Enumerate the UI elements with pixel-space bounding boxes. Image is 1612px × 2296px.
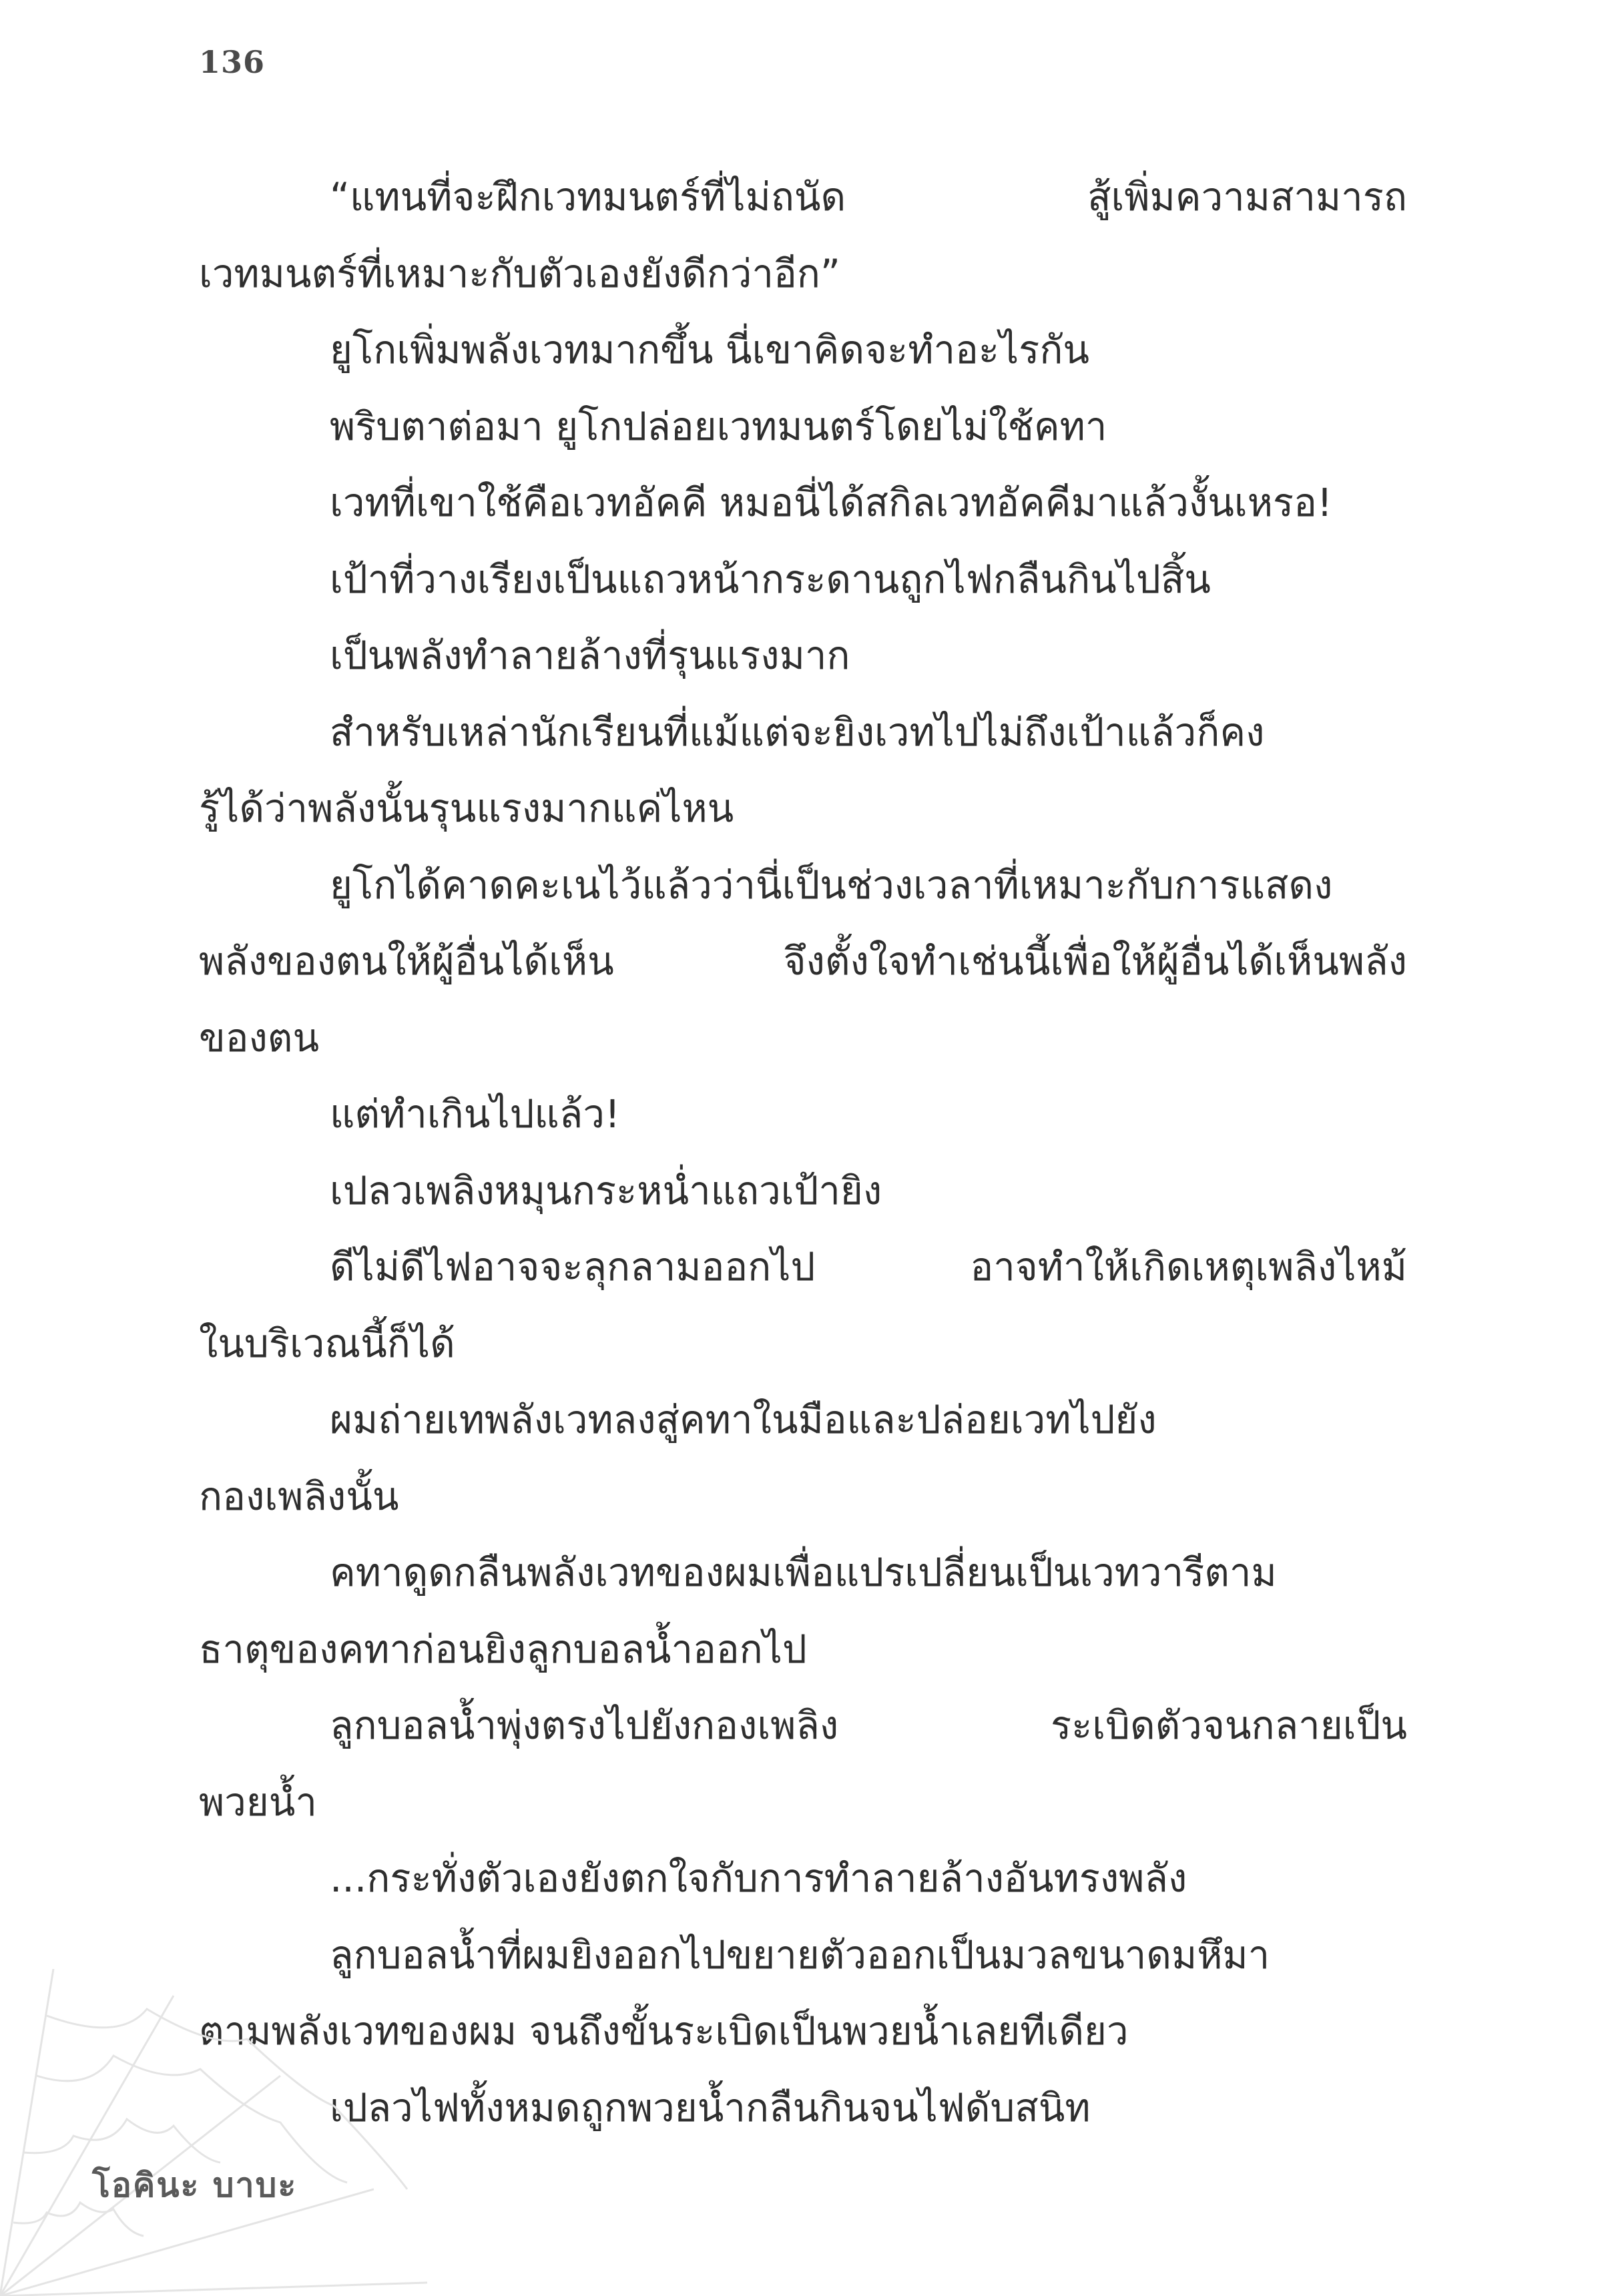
text-line: เปลวไฟทั้งหมดถูกพวยน้ำกลืนกินจนไฟดับสนิท <box>330 2084 1091 2130</box>
text-line: ในบริเวณนี้ก็ได้ <box>199 1320 455 1366</box>
text-line: “แทนที่จะฝึกเวทมนตร์ที่ไม่ถนัด สู้เพิ่มความสามารถ <box>330 174 1407 220</box>
text-line: เป้าที่วางเรียงเป็นแถวหน้ากระดานถูกไฟกลืนกินไปสิ้น <box>330 556 1211 602</box>
text-line: ยูโกได้คาดคะเนไว้แล้วว่านี่เป็นช่วงเวลาที่เหมาะกับการแสดง <box>330 862 1333 908</box>
text-line: ตามพลังเวทของผม จนถึงขั้นระเบิดเป็นพวยน้ำเลยทีเดียว <box>199 2008 1129 2054</box>
body-text <box>199 159 1407 2146</box>
text-line: ผมถ่ายเทพลังเวทลงสู่คทาในมือและปล่อยเวทไปยัง <box>330 1397 1157 1442</box>
text-line: ดีไม่ดีไฟอาจจะลุกลามออกไป อาจทำให้เกิดเหตุเพลิงไหม้ <box>330 1244 1407 1289</box>
page-number: 136 <box>199 44 266 80</box>
text-line: เวทมนตร์ที่เหมาะกับตัวเองยังดีกว่าอีก” <box>199 250 840 296</box>
text-line: ยูโกเพิ่มพลังเวทมากขึ้น นี่เขาคิดจะทำอะไรกัน <box>330 327 1090 372</box>
spiderweb-icon <box>0 1969 427 2296</box>
text-line: สำหรับเหล่านักเรียนที่แม้แต่จะยิงเวทไปไม่ถึงเป้าแล้วก็คง <box>330 709 1265 755</box>
text-line: พลังของตนให้ผู้อื่นได้เห็น จึงตั้งใจทำเช่นนี้เพื่อให้ผู้อื่นได้เห็นพลัง <box>199 938 1407 984</box>
text-line: เป็นพลังทำลายล้างที่รุนแรงมาก <box>330 633 850 678</box>
text-line: ของตน <box>199 1015 320 1061</box>
text-line: ลูกบอลน้ำที่ผมยิงออกไปขยายตัวออกเป็นมวลขนาดมหึมา <box>330 1932 1270 1978</box>
text-line: ลูกบอลน้ำพุ่งตรงไปยังกองเพลิง ระเบิดตัวจนกลายเป็น <box>330 1703 1407 1748</box>
text-line: กองเพลิงนั้น <box>199 1473 399 1519</box>
text-line: พริบตาต่อมา ยูโกปล่อยเวทมนตร์โดยไม่ใช้คทา <box>330 403 1107 449</box>
text-line: ...กระทั่งตัวเองยังตกใจกับการทำลายล้างอันทรงพลัง <box>330 1855 1187 1901</box>
text-line: เวทที่เขาใช้คือเวทอัคคี หมอนี่ได้สกิลเวทอัคคีมาแล้วงั้นเหรอ! <box>330 480 1333 525</box>
text-line: พวยน้ำ <box>199 1779 318 1825</box>
text-line: ธาตุของคทาก่อนยิงลูกบอลน้ำออกไป <box>199 1626 807 1672</box>
text-line: เปลวเพลิงหมุนกระหน่ำแถวเป้ายิง <box>330 1167 882 1213</box>
text-line: รู้ได้ว่าพลังนั้นรุนแรงมากแค่ไหน <box>199 786 734 831</box>
author-footer: โอคินะ บาบะ <box>92 2166 298 2205</box>
text-line: แต่ทำเกินไปแล้ว! <box>330 1091 621 1137</box>
text-line: คทาดูดกลืนพลังเวทของผมเพื่อแปรเปลี่ยนเป็นเวทวารีตาม <box>330 1550 1277 1595</box>
